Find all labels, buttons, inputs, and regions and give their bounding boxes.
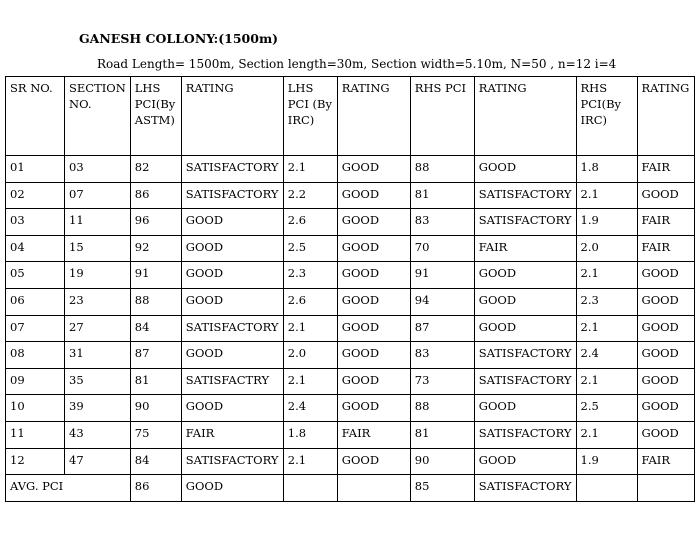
cell-lhs-irc-rating: GOOD [337,235,410,262]
avg-rhs-irc-rating [637,475,694,502]
cell-section-no: 03 [65,156,131,183]
cell-rhs-pci-irc: 1.9 [576,209,637,236]
cell-lhs-irc-rating: GOOD [337,448,410,475]
cell-lhs-irc-rating: GOOD [337,368,410,395]
cell-lhs-pci-astm: 81 [130,368,181,395]
table-row [6,288,695,315]
header-lhs-pci-astm: LHS PCI(By ASTM) [130,77,181,156]
header-lhs-astm-rating: RATING [181,77,283,156]
cell-sr-no: 10 [6,395,65,422]
cell-lhs-pci-irc: 2.1 [283,448,337,475]
cell-section-no: 19 [65,262,131,289]
cell-section-no: 43 [65,421,131,448]
cell-lhs-pci-astm: 82 [130,156,181,183]
cell-sr-no: 05 [6,262,65,289]
avg-lhs-pci: 86 [130,475,181,502]
cell-lhs-pci-astm: 86 [130,182,181,209]
cell-lhs-pci-irc: 2.0 [283,342,337,369]
cell-rhs-irc-rating: GOOD [637,368,694,395]
header-lhs-irc-rating: RATING [337,77,410,156]
cell-lhs-pci-irc: 2.6 [283,209,337,236]
cell-lhs-irc-rating: GOOD [337,182,410,209]
cell-lhs-pci-irc: 2.2 [283,182,337,209]
cell-section-no: 35 [65,368,131,395]
cell-lhs-pci-astm: 92 [130,235,181,262]
avg-rhs-pci: 85 [410,475,474,502]
cell-lhs-astm-rating: GOOD [181,342,283,369]
cell-lhs-pci-astm: 87 [130,342,181,369]
header-rhs-pci: RHS PCI [410,77,474,156]
cell-rhs-rating: GOOD [474,448,576,475]
cell-lhs-astm-rating: SATISFACTORY [181,156,283,183]
cell-lhs-pci-irc: 2.1 [283,315,337,342]
cell-rhs-pci-irc: 2.4 [576,342,637,369]
cell-lhs-irc-rating: GOOD [337,288,410,315]
cell-sr-no: 02 [6,182,65,209]
cell-rhs-rating: GOOD [474,315,576,342]
cell-section-no: 15 [65,235,131,262]
cell-lhs-pci-irc: 2.4 [283,395,337,422]
cell-lhs-pci-irc: 2.1 [283,368,337,395]
cell-lhs-astm-rating: GOOD [181,262,283,289]
avg-pci-label: AVG. PCI [6,475,131,502]
table-row [6,448,695,475]
table-body [6,156,695,475]
cell-section-no: 23 [65,288,131,315]
cell-rhs-pci-irc: 2.3 [576,288,637,315]
cell-rhs-rating: GOOD [474,262,576,289]
cell-lhs-astm-rating: SATISFACTRY [181,368,283,395]
cell-section-no: 47 [65,448,131,475]
cell-rhs-pci-irc: 2.1 [576,262,637,289]
cell-sr-no: 12 [6,448,65,475]
cell-rhs-rating: FAIR [474,235,576,262]
cell-sr-no: 01 [6,156,65,183]
table-row [6,156,695,183]
header-sr-no: SR NO. [6,77,65,156]
cell-rhs-rating: GOOD [474,288,576,315]
table-row [6,262,695,289]
cell-rhs-pci: 83 [410,342,474,369]
cell-rhs-pci-irc: 2.1 [576,421,637,448]
cell-lhs-pci-irc: 2.6 [283,288,337,315]
cell-sr-no: 06 [6,288,65,315]
cell-section-no: 07 [65,182,131,209]
cell-rhs-irc-rating: GOOD [637,182,694,209]
cell-rhs-pci: 88 [410,156,474,183]
cell-lhs-irc-rating: GOOD [337,262,410,289]
cell-lhs-irc-rating: GOOD [337,395,410,422]
cell-rhs-pci-irc: 2.1 [576,368,637,395]
cell-rhs-pci-irc: 2.1 [576,182,637,209]
cell-rhs-pci-irc: 2.0 [576,235,637,262]
cell-rhs-pci: 91 [410,262,474,289]
cell-rhs-pci-irc: 2.5 [576,395,637,422]
avg-pci-row [6,475,695,502]
cell-lhs-astm-rating: SATISFACTORY [181,448,283,475]
header-lhs-pci-irc: LHS PCI (By IRC) [283,77,337,156]
cell-rhs-pci: 87 [410,315,474,342]
cell-lhs-pci-astm: 84 [130,448,181,475]
cell-rhs-rating: SATISFACTORY [474,421,576,448]
table-row [6,209,695,236]
cell-lhs-astm-rating: GOOD [181,235,283,262]
cell-sr-no: 07 [6,315,65,342]
cell-lhs-pci-astm: 91 [130,262,181,289]
cell-rhs-rating: SATISFACTORY [474,209,576,236]
cell-rhs-pci: 70 [410,235,474,262]
avg-lhs-irc [283,475,337,502]
cell-lhs-irc-rating: GOOD [337,209,410,236]
avg-rhs-rating: SATISFACTORY [474,475,576,502]
cell-rhs-rating: GOOD [474,395,576,422]
cell-rhs-irc-rating: FAIR [637,235,694,262]
table-row [6,315,695,342]
table-header-row [6,77,695,156]
cell-lhs-irc-rating: GOOD [337,315,410,342]
cell-section-no: 27 [65,315,131,342]
cell-rhs-rating: GOOD [474,156,576,183]
pci-table [5,76,695,502]
table-row [6,368,695,395]
cell-rhs-irc-rating: GOOD [637,342,694,369]
cell-sr-no: 09 [6,368,65,395]
cell-rhs-irc-rating: GOOD [637,395,694,422]
cell-rhs-pci-irc: 1.9 [576,448,637,475]
cell-lhs-astm-rating: SATISFACTORY [181,182,283,209]
cell-section-no: 11 [65,209,131,236]
cell-lhs-pci-astm: 90 [130,395,181,422]
cell-rhs-pci: 81 [410,421,474,448]
cell-lhs-pci-irc: 1.8 [283,421,337,448]
cell-lhs-astm-rating: SATISFACTORY [181,315,283,342]
cell-rhs-rating: SATISFACTORY [474,182,576,209]
cell-sr-no: 03 [6,209,65,236]
cell-rhs-rating: SATISFACTORY [474,342,576,369]
cell-lhs-irc-rating: GOOD [337,342,410,369]
cell-rhs-pci: 90 [410,448,474,475]
cell-rhs-irc-rating: FAIR [637,448,694,475]
cell-rhs-pci-irc: 2.1 [576,315,637,342]
cell-lhs-irc-rating: GOOD [337,156,410,183]
avg-rhs-irc [576,475,637,502]
cell-rhs-pci: 83 [410,209,474,236]
cell-lhs-pci-astm: 88 [130,288,181,315]
cell-rhs-pci: 94 [410,288,474,315]
header-section-no: SECTION NO. [65,77,131,156]
cell-rhs-irc-rating: GOOD [637,315,694,342]
document-title: GANESH COLLONY:(1500m) [79,31,279,46]
header-rhs-irc-rating: RATING [637,77,694,156]
cell-rhs-pci-irc: 1.8 [576,156,637,183]
cell-lhs-pci-astm: 96 [130,209,181,236]
cell-lhs-pci-astm: 75 [130,421,181,448]
cell-rhs-irc-rating: GOOD [637,421,694,448]
cell-rhs-pci: 81 [410,182,474,209]
cell-sr-no: 04 [6,235,65,262]
table-row [6,342,695,369]
cell-rhs-pci: 73 [410,368,474,395]
cell-sr-no: 11 [6,421,65,448]
cell-lhs-astm-rating: FAIR [181,421,283,448]
avg-lhs-irc-rating [337,475,410,502]
cell-rhs-irc-rating: FAIR [637,156,694,183]
header-rhs-pci-irc: RHS PCI(By IRC) [576,77,637,156]
table-row [6,421,695,448]
table-row [6,182,695,209]
avg-lhs-rating: GOOD [181,475,283,502]
cell-sr-no: 08 [6,342,65,369]
cell-lhs-astm-rating: GOOD [181,209,283,236]
cell-rhs-irc-rating: GOOD [637,262,694,289]
cell-lhs-irc-rating: FAIR [337,421,410,448]
cell-rhs-irc-rating: FAIR [637,209,694,236]
cell-lhs-astm-rating: GOOD [181,395,283,422]
header-rhs-rating: RATING [474,77,576,156]
table-row [6,395,695,422]
cell-rhs-irc-rating: GOOD [637,288,694,315]
cell-lhs-astm-rating: GOOD [181,288,283,315]
cell-rhs-pci: 88 [410,395,474,422]
cell-lhs-pci-irc: 2.3 [283,262,337,289]
cell-lhs-pci-astm: 84 [130,315,181,342]
cell-lhs-pci-irc: 2.1 [283,156,337,183]
cell-section-no: 39 [65,395,131,422]
document-subtitle: Road Length= 1500m, Section length=30m, Section width=5.10m, N=50 , n=12 i=4 [97,57,617,71]
cell-rhs-rating: SATISFACTORY [474,368,576,395]
table-row [6,235,695,262]
cell-lhs-pci-irc: 2.5 [283,235,337,262]
cell-section-no: 31 [65,342,131,369]
